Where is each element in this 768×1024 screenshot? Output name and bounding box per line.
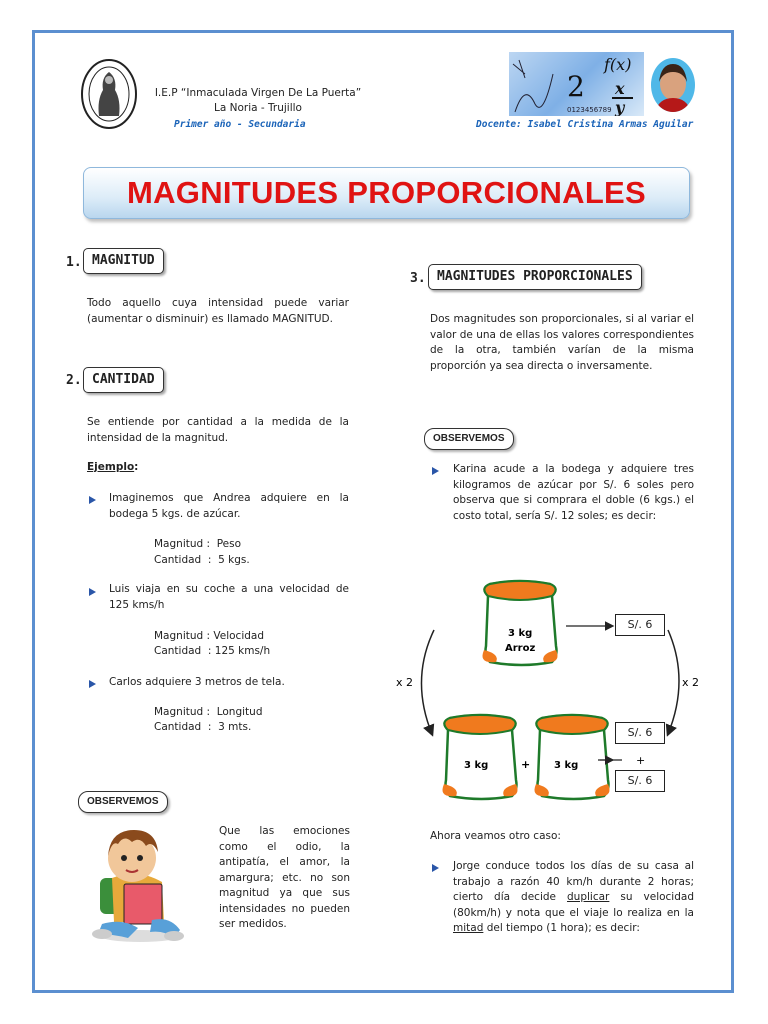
jorge-text: [453, 859, 694, 937]
price-box-1: S/. 6: [615, 614, 665, 636]
section-1-text: Todo aquello cuya intensidad puede variar (aumentar o disminuir) es llamado MAGNITUD.: [87, 297, 349, 325]
school-location: La Noria - Trujillo: [214, 102, 302, 114]
observemos-badge-left: OBSERVEMOS: [78, 791, 168, 813]
example-1-text: Imaginemos que Andrea adquiere en la bodega 5 kgs. de azúcar.: [109, 492, 349, 520]
math-banner-image: [509, 52, 644, 116]
x-glyph: x: [615, 79, 625, 98]
bag-1-label-weight: 3 kg: [508, 628, 533, 639]
observemos-left-text: Que las emociones como el odio, la antipatía, el amor, la amargura; etc. no son magnitud ya que sus intensidades no pueden ser medidos.: [219, 825, 350, 930]
section-3-heading: MAGNITUDES PROPORCIONALES: [428, 264, 642, 290]
bag-3-label: 3 kg: [554, 760, 579, 771]
otro-caso-text: Ahora veamos otro caso:: [430, 830, 561, 842]
teacher-photo: [651, 58, 695, 112]
page-title: MAGNITUDES PROPORCIONALES: [126, 175, 647, 210]
title-banner: [83, 167, 690, 219]
bullet-icon: [432, 467, 439, 475]
example-1-cantidad: Cantidad : 5 kgs.: [154, 554, 250, 566]
section-3-number: 3.: [410, 271, 426, 286]
example-colon: :: [134, 461, 139, 473]
bags-plus: +: [521, 758, 531, 771]
jorge-duplicar: duplicar: [567, 891, 610, 903]
example-label: Ejemplo: [87, 461, 135, 473]
example-2-text: Luis viaja en su coche a una velocidad de 125 kms/h: [109, 583, 349, 611]
y-glyph: y: [615, 98, 625, 116]
grade-label: Primer año - Secundaria: [174, 119, 306, 130]
observemos-right-text: Karina acude a la bodega y adquiere tres kilogramos de azúcar por S/. 6 soles pero observa que si comprara el doble (6 kgs.) el costo total, sería S/. 12 soles; es decir:: [453, 463, 694, 522]
example-3-text: Carlos adquiere 3 metros de tela.: [109, 676, 285, 688]
times-two-right: x 2: [682, 676, 700, 689]
section-2-text: Se entiende por cantidad a la medida de la intensidad de la magnitud.: [87, 416, 349, 444]
digits-glyph: 0123456789: [567, 106, 612, 114]
bag-2-label: 3 kg: [464, 760, 489, 771]
section-2-heading: CANTIDAD: [83, 367, 164, 393]
observemos-badge-right: OBSERVEMOS: [424, 428, 514, 450]
bullet-icon: [432, 864, 439, 872]
times-two-left: x 2: [396, 676, 414, 689]
school-crest: [80, 58, 138, 130]
bullet-icon: [89, 588, 96, 596]
example-1-magnitud: Magnitud : Peso: [154, 538, 242, 550]
section-3-text: Dos magnitudes son proporcionales, si al variar el valor de una de ellas los valores correspondientes de la otra, también varían de la misma proporción ya sea directa o inversamente.: [430, 313, 694, 372]
two-glyph: 2: [567, 70, 585, 103]
school-name: I.E.P “Inmaculada Virgen De La Puerta”: [154, 87, 362, 99]
fx-glyph: f(x): [604, 55, 632, 74]
example-3-cantidad: Cantidad : 3 mts.: [154, 721, 252, 733]
example-2-magnitud: Magnitud : Velocidad: [154, 630, 265, 642]
jorge-text-part-1: Jorge conduce todos los días de su casa al trabajo a razón 40 km/h durante 2 horas; cierto día decide: [453, 860, 694, 903]
price-box-2: S/. 6: [615, 722, 665, 744]
section-1-heading: MAGNITUD: [83, 248, 164, 274]
rice-bag-2: [443, 715, 518, 799]
jorge-text-part-3: del tiempo (1 hora); es decir:: [483, 922, 640, 934]
example-heading: [87, 461, 138, 473]
example-3-magnitud: Magnitud : Longitud: [154, 706, 263, 718]
school-info: [148, 86, 368, 116]
bullet-icon: [89, 496, 96, 504]
section-1-number: 1.: [66, 255, 82, 270]
boy-reading-illustration: [82, 828, 194, 944]
rice-bag-3: [535, 715, 610, 799]
jorge-text-part-2: su velocidad (80km/h) y nota que el viaje lo realiza en la: [453, 891, 694, 919]
price-box-3: S/. 6: [615, 770, 665, 792]
bullet-icon: [89, 680, 96, 688]
price-plus: +: [636, 754, 646, 767]
teacher-name: Docente: Isabel Cristina Armas Aguilar: [476, 119, 694, 130]
bag-1-label-product: Arroz: [505, 643, 536, 654]
example-2-cantidad: Cantidad : 125 kms/h: [154, 645, 271, 657]
section-2-number: 2.: [66, 373, 82, 388]
jorge-mitad: mitad: [453, 922, 484, 934]
